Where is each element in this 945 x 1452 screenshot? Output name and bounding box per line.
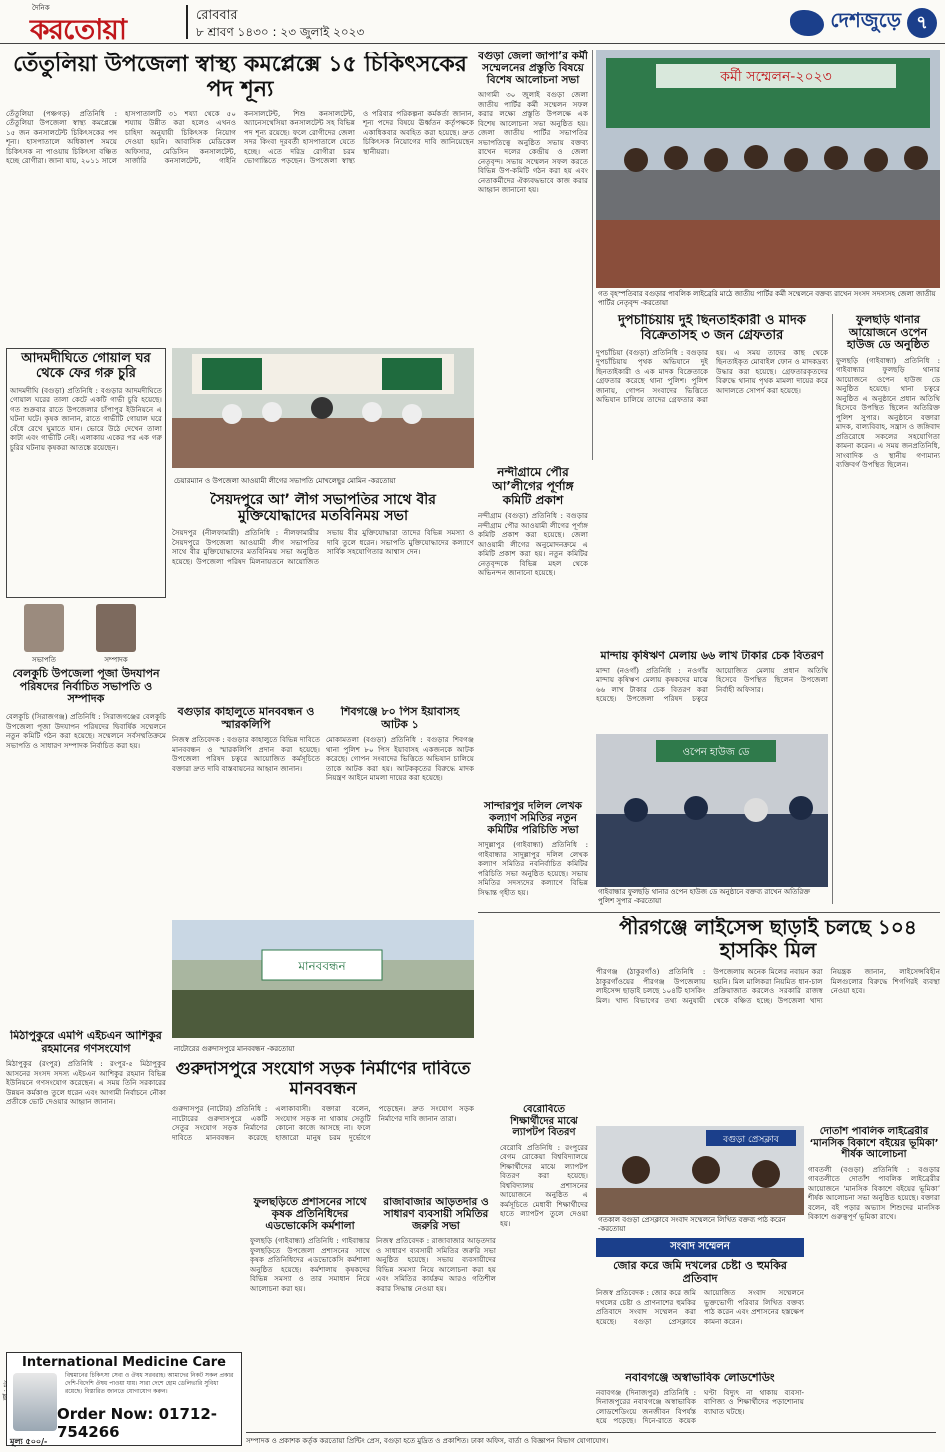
masthead-divider [186,5,188,39]
article-belkuchi [6,604,166,1024]
headline: দোতাঁশ পাবলিক লাইব্রেরীর ‘মানসিক বিকাশে বইয়ের ভূমিকা’ শীর্ষক আলোচনা [809,1126,939,1160]
article-berobi [500,1104,588,1432]
article-body: বেরোবি প্রতিনিধি : রংপুরের বেগম রোকেয়া বিশ্ববিদ্যালয়ে শিক্ষার্থীদের মাঝে ল্যাপটপ বিতরণ করা হয়েছে। বিশ্ববিদ্যালয় প্রশাসনের আয়োজনে অনুষ্ঠিত এ কর্মসূচিতে মেধাবী শিক্ষার্থীদের হাতে ল্যাপটপ তুলে দেওয়া হয়। [500,1142,588,1228]
article-tetulia [6,52,474,342]
banner-text: কর্মী সম্মেলন-২০২৩ [720,69,832,85]
article-nawabganj [596,1372,804,1430]
newspaper-logo: করতোয়া [30,13,126,46]
photo-image [596,734,828,888]
article-body: মান্দা (নওগাঁ) প্রতিনিধি : নওগাঁর মান্দায় কৃষিঋণ মেলায় কৃষকদের মাঝে ৬৬ লাখ টাকার চেক বিতরণ করা হয়েছে। উপজেলা পরিষদ চত্বরে আয়োজিত মেলায় প্রধান অতিথি হিসেবে উপস্থিত ছিলেন উপজেলা নির্বাহী অফিসার। [596,665,828,704]
article-body: আগামী ৩০ জুলাই বগুড়া জেলা জাতীয় পার্টির কর্মী সম্মেলন সফল করার লক্ষ্যে প্রস্তুতি উপলক্ষে এক বিশেষ আলোচনা সভা অনুষ্ঠিত হয়। জেলা জাতীয় পার্টির সভাপতির সভাপতিত্বে অনুষ্ঠিত সভায় বক্তব্য রাখেন দলের কেন্দ্রীয় ও জেলা নেতৃবৃন্দ। সভায় সম্মেলন সফল করতে বিভিন্ন উপ-কমিটি গঠন করা হয় এবং নেতাকর্মীদের ঐক্যবদ্ধভাবে কাজ করার আহ্বান জানানো হয়। [478,90,588,195]
banner-text: ওপেন হাউজ ডে [682,747,750,758]
article-body: গুরুদাসপুর (নাটোর) প্রতিনিধি : নাটোরের গুরুদাসপুরে একটি সেতুর সংযোগ সড়ক নির্মাণের দাবিতে মানববন্ধন করেছে এলাকাবাসী। বক্তারা বলেন, সংযোগ সড়ক না থাকায় সেতুটি কোনো কাজে আসছে না। ফলে হাজারো মানুষ চরম দুর্ভোগে পড়েছেন। দ্রুত সংযোগ সড়ক নির্মাণের দাবি জানান তারা। [172,1104,474,1142]
article-sadullapur [478,800,588,1100]
photo-open-house [596,734,828,906]
article-body: নিজস্ব প্রতিবেদক : জোর করে জমি দখলের চেষ্টা ও প্রাণনাশের হুমকির প্রতিবাদে সংবাদ সম্মেলন করা হয়েছে। বগুড়া প্রেসক্লাবে আয়োজিত সংবাদ সম্মেলনে ভুক্তভোগী পরিবার লিখিত বক্তব্য পাঠ করেন এবং প্রশাসনের হস্তক্ষেপ কামনা করেন। [596,1288,804,1326]
masthead [0,0,945,44]
article-rajabazar [376,1196,496,1432]
article-body: আদমদীঘি (বগুড়া) প্রতিনিধি : বগুড়ার আদমদীঘিতে গোয়াল ঘরের তালা কেটে একটি গাভী চুরি হয়েছে। গত শুক্রবার রাতে উপজেলার চাঁপাপুর ইউনিয়নে এ ঘটনা ঘটে। কৃষক জানান, রাতে গাভীটি গোয়াল ঘরে বেঁধে রেখে ঘুমাতে যান। ভোরে উঠে দেখেন তালা কাটা এবং গাভীটি নেই। এলাকায় একের পর এক গরু চুরির ঘটনায় কৃষকরা আতঙ্কে রয়েছেন। [10,385,162,452]
photo-image [596,50,940,288]
column-rule [592,50,593,460]
article-dotash-library [808,1126,940,1432]
article-body: তেঁতুলিয়া (পঞ্চগড়) প্রতিনিধি : তেঁতুলিয়া উপজেলা স্বাস্থ্য কমপ্লেক্সে ১৫ জন কনসালটেন্ট চিকিৎসকের পদ শূন্য। হাসপাতালে অধিকাংশ সময়ে চিকিৎসক না পাওয়ায় চিকিৎসা বঞ্চিত হচ্ছে রোগীরা। জানা যায়, ২০১১ সালে হাসপাতালটি ৩১ শয্যা থেকে ৫০ শয্যায় উন্নীত করা হলেও এখনও চাহিদা অনুযায়ী চিকিৎসক নিয়োগ দেওয়া হয়নি। আবাসিক মেডিকেল অফিসার, মেডিসিন কনসালটেন্ট, সার্জারি কনসালটেন্ট, গাইনি কনসালটেন্ট, শিশু কনসালটেন্ট, অ্যানেসথেসিয়া কনসালটেন্ট সহ বিভিন্ন পদ শূন্য রয়েছে। ফলে রোগীদের জেলা সদর কিংবা দূরবর্তী হাসপাতালে যেতে হচ্ছে। এতে দরিদ্র রোগীরা চরম ভোগান্তিতে পড়ছেন। উপজেলা স্বাস্থ্য ও পরিবার পরিকল্পনা কর্মকর্তা জানান, শূন্য পদের বিষয়ে ঊর্ধ্বতন কর্তৃপক্ষকে একাধিকবার অবহিত করা হয়েছে। দ্রুত চিকিৎসক নিয়োগের দাবি জানিয়েছেন স্থানীয়রা। [6,108,474,166]
article-land-grab [596,1238,804,1368]
photo-caption: চেয়ারম্যান ও উপজেলা আওয়ামী লীগের সভাপতি মোখলেছুর মোমিন -করতোয়া [172,476,474,486]
article-body: গাবতলী (বগুড়া) প্রতিনিধি : বগুড়ার গাবতলীতে দোতাঁশ পাবলিক লাইব্রেরীর আয়োজনে ‘মানসিক বিকাশে বইয়ের ভূমিকা’ শীর্ষক আলোচনা সভা অনুষ্ঠিত হয়েছে। বক্তারা বলেন, বই পড়ার অভ্যাস শিশুদের মানসিক বিকাশে গুরুত্বপূর্ণ ভূমিকা রাখে। [808,1164,940,1221]
headline: পীরগঞ্জে লাইসেন্স ছাড়াই চলছে ১০৪ হাসকিং মিল [619,916,917,962]
headline: জোর করে জমি দখলের চেষ্টা ও হুমকির প্রতিবাদ [613,1259,787,1285]
section-tag [790,6,937,39]
banner-text: মানববন্ধন [298,959,346,973]
photo-image [596,1126,804,1218]
article-body: পীরগঞ্জ (ঠাকুরগাঁও) প্রতিনিধি : ঠাকুরগাঁওয়ের পীরগঞ্জ উপজেলায় লাইসেন্স ছাড়াই চলছে ১০৪টি হাসকিং মিল। খাদ্য বিভাগের তথ্য অনুযায়ী উপজেলায় অনেক মিলের নবায়ন করা হয়নি। মিল মালিকরা নিয়মিত ধান-চাল প্রক্রিয়াজাত করলেও সরকারি রাজস্ব থেকে বঞ্চিত হচ্ছে। উপজেলা খাদ্য নিয়ন্ত্রক জানান, লাইসেন্সবিহীন মিলগুলোর বিরুদ্ধে শিগগিরই ব্যবস্থা নেওয়া হবে। [596,967,940,1005]
ad-body: বিশ্বমানের চিকিৎসা সেবা ও ঔষধ সরবরাহ। আমাদের নিকট সকল প্রকার দেশি-বিদেশি ঔষধ পাওয়া যায়। সারা দেশে হোম ডেলিভারি সুবিধা রয়েছে। বিস্তারিত জানতে যোগাযোগ করুন। [65,1372,234,1395]
ad-title: International Medicine Care [22,1355,226,1370]
page-footer: সম্পাদক ও প্রকাশক কর্তৃক করতোয়া প্রিন্টিং প্রেস, বগুড়া হতে মুদ্রিত ও প্রকাশিত। ঢাকা অফিস, বার্তা ও বিজ্ঞাপন বিভাগ যোগাযোগ। [246,1432,936,1450]
logo-small: দৈনিক [32,4,50,12]
article-body: ফুলছড়ি (গাইবান্ধা) প্রতিনিধি : গাইবান্ধার ফুলছড়িতে উপজেলা প্রশাসনের সাথে কৃষক প্রতিনিধিদের এডভোকেসি কর্মশালা অনুষ্ঠিত হয়েছে। কর্মশালায় কৃষকদের বিভিন্ন সমস্যা ও তার সমাধান নিয়ে আলোচনা করা হয়। [250,1236,370,1293]
article-saidpur [172,492,474,702]
portrait-secretary [96,604,136,652]
headline: রাজাবাজার আড়তদার ও সাধারণ ব্যবসায়ী সমিতির জরুরি সভা [383,1196,489,1233]
section-name: দেশজুড়ে [830,8,901,32]
photo-caption: গাইবান্ধার ফুলছড়ি থানার ওপেন হাউজ ডে অনুষ্ঠানে বক্তব্য রাখেন অতিরিক্ত পুলিশ সুপার -করতোয়া [596,887,828,906]
article-body: ফুলছড়ি (গাইবান্ধা) প্রতিনিধি : গাইবান্ধার ফুলছড়ি থানার আয়োজনে ওপেন হাউজ ডে অনুষ্ঠিত হয়েছে। থানা চত্বরে অনুষ্ঠিত এ অনুষ্ঠানে প্রধান অতিথি হিসেবে উপস্থিত ছিলেন অতিরিক্ত পুলিশ সুপার। অনুষ্ঠানে বক্তারা মাদক, বাল্যবিবাহ, সন্ত্রাস ও জঙ্গিবাদ প্রতিরোধে সকলের সহযোগিতা কামনা করেন। এ সময় জনপ্রতিনিধি, সাংবাদিক ও স্থানীয় গণ্যমান্য ব্যক্তিবর্গ উপস্থিত ছিলেন। [836,355,940,470]
portrait-caption: সভাপতি [32,656,56,664]
photo-japa-conference [596,50,940,308]
article-japa [478,50,588,460]
headline: বেরোবিতে শিক্ষার্থীদের মাঝে ল্যাপটপ বিতরণ [510,1104,578,1138]
issue-date: ৮ শ্রাবণ ১৪৩০ : ২৩ জুলাই ২০২৩ [196,25,365,39]
headline: গুরুদাসপুরে সংযোগ সড়ক নির্মাণের দাবিতে মানববন্ধন [175,1060,471,1099]
headline: বগুড়ার কাহালুতে মানববন্ধন ও স্মারকলিপি [177,706,315,731]
portrait-president [24,604,64,652]
photo-image [172,920,474,1038]
article-gurudaspur [172,1060,474,1190]
headline: মিঠাপুকুরে এমপি এইচএন আশিকুর রহমানের গণসংযোগ [10,1030,162,1055]
photo-image [172,348,474,468]
advertisement-medicine[interactable] [6,1352,242,1446]
article-fulchhari-openhouse [836,314,940,904]
article-kahalu [172,706,320,916]
ad-order-phone[interactable]: Order Now: 01712-754266 [57,1405,218,1441]
article-body: নবাবগঞ্জ (দিনাজপুর) প্রতিনিধি : দিনাজপুরের নবাবগঞ্জে অস্বাভাবিক লোডশেডিংয়ে জনজীবন বিপর্যস্ত হয়ে পড়েছে। দিনে-রাতে কয়েক ঘণ্টা বিদ্যুৎ না থাকায় ব্যবসা-বাণিজ্য ও শিক্ষার্থীদের পড়াশোনায় ব্যাঘাত ঘটছে। [596,1387,804,1426]
article-body: সৈয়দপুর (নীলফামারী) প্রতিনিধি : নীলফামারীর সৈয়দপুরে উপজেলা আওয়ামী লীগ সভাপতির সাথে বীর মুক্তিযোদ্ধাদের মতবিনিময় সভা অনুষ্ঠিত হয়েছে। উপজেলা পরিষদ মিলনায়তনে আয়োজিত সভায় বীর মুক্তিযোদ্ধারা তাদের বিভিন্ন সমস্যা ও দাবি তুলে ধরেন। সভাপতি মুক্তিযোদ্ধাদের কল্যাণে সার্বিক সহযোগিতার আশ্বাস দেন। [172,528,474,566]
article-body: বেলকুচি (সিরাজগঞ্জ) প্রতিনিধি : সিরাজগঞ্জের বেলকুচি উপজেলা পূজা উদযাপন পরিষদের দ্বিবার্ষিক সম্মেলনে নতুন কমিটি গঠন করা হয়েছে। সম্মেলনে সর্বসম্মতিক্রমে সভাপতি ও সাধারণ সম্পাদক নির্বাচিত করা হয়। [6,712,166,750]
column-rule [832,314,833,904]
article-nandigram [478,466,588,796]
photo-human-chain [172,920,474,1054]
headline: সৈয়দপুরে আ’ লীগ সভাপতির সাথে বীর মুক্তিযোদ্ধাদের মতবিনিময় সভা [210,492,436,525]
article-dupchanchia [596,314,828,644]
headline: বেলকুচি উপজেলা পূজা উদযাপন পরিষদের নির্বাচিত সভাপতি ও সম্পাদক [12,667,160,706]
article-body: দুপচাঁচিয়া (বগুড়া) প্রতিনিধি : বগুড়ার দুপচাঁচিয়ায় পৃথক অভিযানে দুই ছিনতাইকারী ও এক মাদক বিক্রেতাকে গ্রেফতার করেছে থানা পুলিশ। পুলিশ জানায়, গোপন সংবাদের ভিত্তিতে অভিযান চালিয়ে তাদের গ্রেফতার করা হয়। এ সময় তাদের কাছ থেকে ছিনতাইকৃত মোবাইল ফোন ও মাদকদ্রব্য উদ্ধার করা হয়েছে। গ্রেফতারকৃতদের বিরুদ্ধে থানায় পৃথক মামলা দায়ের করে আদালতে সোপর্দ করা হয়েছে। [596,347,828,405]
portrait-caption: সম্পাদক [104,656,128,664]
headline: ফুলছড়ি থানার আয়োজনে ওপেন হাউজ ডে অনুষ্ঠিত [846,314,930,352]
article-body: নন্দীগ্রাম (বগুড়া) প্রতিনিধি : বগুড়ার নন্দীগ্রাম পৌর আওয়ামী লীগের পূর্ণাঙ্গ কমিটি প্রকাশ করা হয়েছে। জেলা আওয়ামী লীগের অনুমোদনক্রমে এ কমিটি প্রকাশ করা হয়। নতুন কমিটির নেতৃবৃন্দকে বিভিন্ন মহল থেকে অভিনন্দন জানানো হয়েছে। [478,511,588,578]
headline: শিবগঞ্জে ৮০ পিস ইয়াবাসহ আটক ১ [340,706,460,731]
headline: আদমদীঘিতে গোয়াল ঘর থেকে ফের গরু চুরি [21,351,151,381]
photo-caption: গতকাল বগুড়া প্রেসক্লাবে সংবাদ সম্মেলনে লিখিত বক্তব্য পাঠ করেন -করতোয়া [596,1215,804,1234]
article-body: নিজস্ব প্রতিবেদক : রাজাবাজার আড়তদার ও সাধারণ ব্যবসায়ী সমিতির জরুরি সভা অনুষ্ঠিত হয়েছে। সভায় ব্যবসায়ীদের বিভিন্ন সমস্যা নিয়ে আলোচনা করা হয় এবং সমিতির কার্যক্রম আরও গতিশীল করার সিদ্ধান্ত নেওয়া হয়। [376,1236,496,1293]
headline: মান্দায় কৃষিঋণ মেলায় ৬৬ লাখ টাকার চেক বিতরণ [600,650,824,662]
article-shibganj [326,706,474,916]
ad-price: মূল্য ৫০০/- [10,1436,48,1446]
photo-press-conference [596,1126,804,1234]
article-manda [596,650,828,730]
section-label: সংবাদ সম্মেলন [596,1238,804,1257]
headline: নবাবগঞ্জে অস্বাভাবিক লোডশেডিং [625,1372,775,1384]
headline: ফুলছড়িতে প্রশাসনের সাথে কৃষক প্রতিনিধিদের এডভোকেসি কর্মশালা [253,1196,367,1233]
headline: নন্দীগ্রামে পৌর আ’লীগের পূর্ণাঙ্গ কমিটি প্রকাশ [492,466,574,507]
page-number: ৭ [907,8,937,38]
article-body: মিঠাপুকুর (রংপুর) প্রতিনিধি : রংপুর-৫ মিঠাপুকুর আসনের সংসদ সদস্য এইচএন আশিকুর রহমান বিভিন্ন ইউনিয়নে গণসংযোগ করেছেন। এ সময় তিনি সরকারের উন্নয়ন কর্মকাণ্ড তুলে ধরেন এবং আগামী নির্বাচনে নৌকা প্রতীকে ভোট দেওয়ার আহ্বান জানান। [6,1059,166,1107]
article-body: মোকামতলা (বগুড়া) প্রতিনিধি : বগুড়ার শিবগঞ্জ থানা পুলিশ ৮০ পিস ইয়াবাসহ একজনকে আটক করেছে। গোপন সংবাদের ভিত্তিতে অভিযান চালিয়ে তাকে আটক করা হয়। আটককৃতের বিরুদ্ধে মাদক নিয়ন্ত্রণ আইনে মামলা দায়ের করা হয়েছে। [326,735,474,783]
medicine-bottle-icon [13,1373,57,1431]
bangladesh-map-icon [790,10,824,36]
photo-muktijoddha-meeting [172,348,474,486]
article-fulchhari-workshop [250,1196,370,1432]
banner-text: বগুড়া প্রেসক্লাব [723,1135,779,1145]
headline: তেঁতুলিয়া উপজেলা স্বাস্থ্য কমপ্লেক্সে ১৫ চিকিৎসকের পদ শূন্য [13,52,467,103]
article-body: সাদুল্লাপুর (গাইবান্ধা) প্রতিনিধি : গাইবান্ধার সাদুল্লাপুর দলিল লেখক কল্যাণ সমিতির নবনির্বাচিত কমিটির পরিচিতি সভা অনুষ্ঠিত হয়েছে। সভায় সমিতির সদস্যদের কল্যাণে বিভিন্ন সিদ্ধান্ত গৃহীত হয়। [478,840,588,897]
article-body: নিজস্ব প্রতিবেদক : বগুড়ার কাহালুতে বিভিন্ন দাবিতে মানববন্ধন ও স্মারকলিপি প্রদান করা হয়েছে। উপজেলা পরিষদ চত্বরে আয়োজিত কর্মসূচিতে বক্তারা দ্রুত দাবি বাস্তবায়নের আহ্বান জানান। [172,735,320,773]
headline: সান্দারপুর দলিল লেখক কল্যাণ সমিতির নতুন কমিটির পরিচিতি সভা [484,800,582,837]
photo-caption: গত বৃহস্পতিবার বগুড়ার পাবলিক লাইব্রেরি মাঠে জাতীয় পার্টির কর্মী সম্মেলনে বক্তব্য রাখেন সংসদ সদস্যসহ জেলা জাতীয় পার্টির নেতৃবৃন্দ -করতোয়া [596,289,940,308]
side-number: বর্ষ : ৪৮ [2,1380,9,1401]
article-adamdighi [6,348,166,598]
article-mithapukur [6,1030,166,1348]
headline: বগুড়া জেলা জাপা’র কর্মী সম্মেলনের প্রস্তুতি বিষয়ে বিশেষ আলোচনা সভা [478,50,588,87]
headline: দুপচাঁচিয়ায় দুই ছিনতাইকারী ও মাদক বিক্রেতাসহ ৩ জন গ্রেফতার [618,314,806,343]
issue-day: রোববার [196,8,238,23]
article-pirganj-husking [596,916,940,1122]
photo-caption: নাটোরের গুরুদাসপুরে মানববন্ধন -করতোয়া [172,1044,474,1054]
